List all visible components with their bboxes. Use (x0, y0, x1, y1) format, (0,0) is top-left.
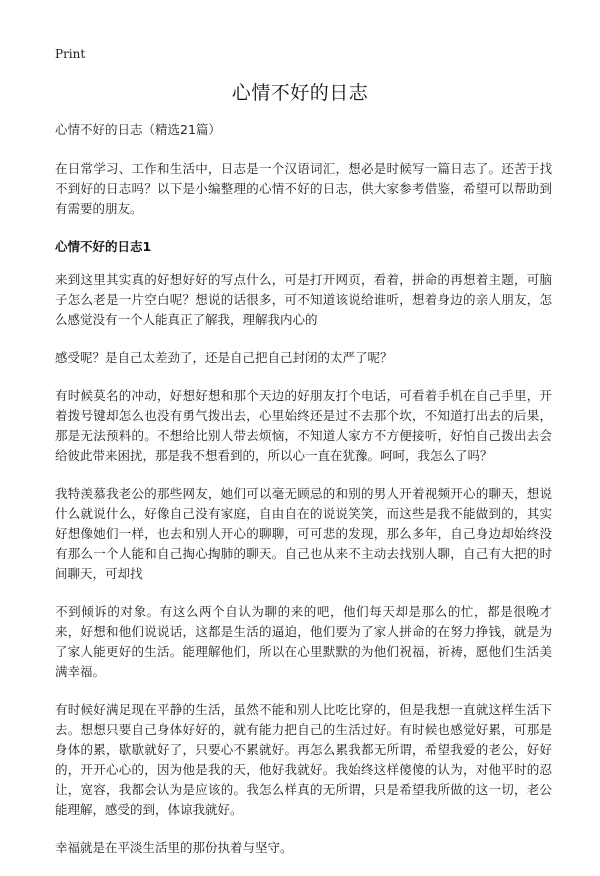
article-body (55, 120, 552, 876)
paragraph-4: 我特羡慕我老公的那些网友，她们可以毫无顾忌的和别的男人开着视频开心的聊天，想说什么就说什么，好像自己没有家庭，自由自在的说说笑笑，而这些是我不能做到的，其实好想像她们一样，也去和别人开心的聊聊，可可悲的发现，那么多年，自己身边却始终没有那么一个人能和自己掏心掏肺的聊天。自己也从来不主动去找别人聊，自己有大把的时间聊天，可却找 (55, 486, 552, 581)
section-heading: 心情不好的日志1 (55, 239, 152, 254)
article-subtitle: 心情不好的日志（精选21篇） (55, 122, 221, 137)
paragraph-7: 幸福就是在平淡生活里的那份执着与坚守。 (55, 840, 293, 855)
paragraph-6: 有时候好满足现在平静的生活，虽然不能和别人比吃比穿的，但是我想一直就这样生活下去。想想只要自己身体好好的，就有能力把自己的生活过好。有时候也感觉好累，可那是身体的累，歇歇就好了，只要心不累就好。再怎么累我都无所谓，希望我爱的老公，好好的，开开心心的，因为他是我的天，他好我就好。我始终这样傻傻的认为，对他平时的忍让，宽容，我都会认为是应该的。我怎么样真的无所谓，只是希望我所做的这一切，老公能理解，感受的到，体谅我就好。 (55, 702, 552, 817)
print-link[interactable]: Print (55, 47, 86, 61)
paragraph-2: 感受呢？是自己太差劲了，还是自己把自己封闭的太严了呢？ (55, 350, 393, 365)
paragraph-3: 有时候莫名的冲动，好想好想和那个天边的好朋友打个电话，可看着手机在自己手里，开着拨号键却怎么也没有勇气拨出去，心里始终还是过不去那个坎，不知道打出去的后果，那是无法预料的。不想给比别人带去烦恼，不知道人家方不方便接听，好怕自己拨出去会给彼此带来困扰，那是我不想看到的，所以心一直在犹豫。呵呵，我怎么了吗？ (55, 388, 552, 463)
page-title: 心情不好的日志 (231, 82, 369, 104)
paragraph-5: 不到倾诉的对象。有这么两个自认为聊的来的吧，他们每天却是那么的忙，都是很晚才来，好想和他们说说话，这都是生活的逼迫，他们要为了家人拼命的在努力挣钱，就是为了家人能更好的生活。能理解他们，所以在心里默默的为他们祝福，祈祷，愿他们生活美满幸福。 (55, 604, 552, 679)
intro-paragraph: 在日常学习、工作和生活中，日志是一个汉语词汇，想必是时候写一篇日志了。还苦于找不到好的日志吗？以下是小编整理的心情不好的日志，供大家参考借鉴，希望可以帮助到有需要的朋友。 (55, 161, 552, 216)
paragraph-1: 来到这里其实真的好想好好的写点什么，可是打开网页，看着，拼命的再想着主题，可脑子怎么老是一片空白呢？想说的话很多，可不知道该说给谁听，想着身边的亲人朋友，怎么感觉没有一个人能真正了解我，理解我内心的 (55, 272, 552, 327)
